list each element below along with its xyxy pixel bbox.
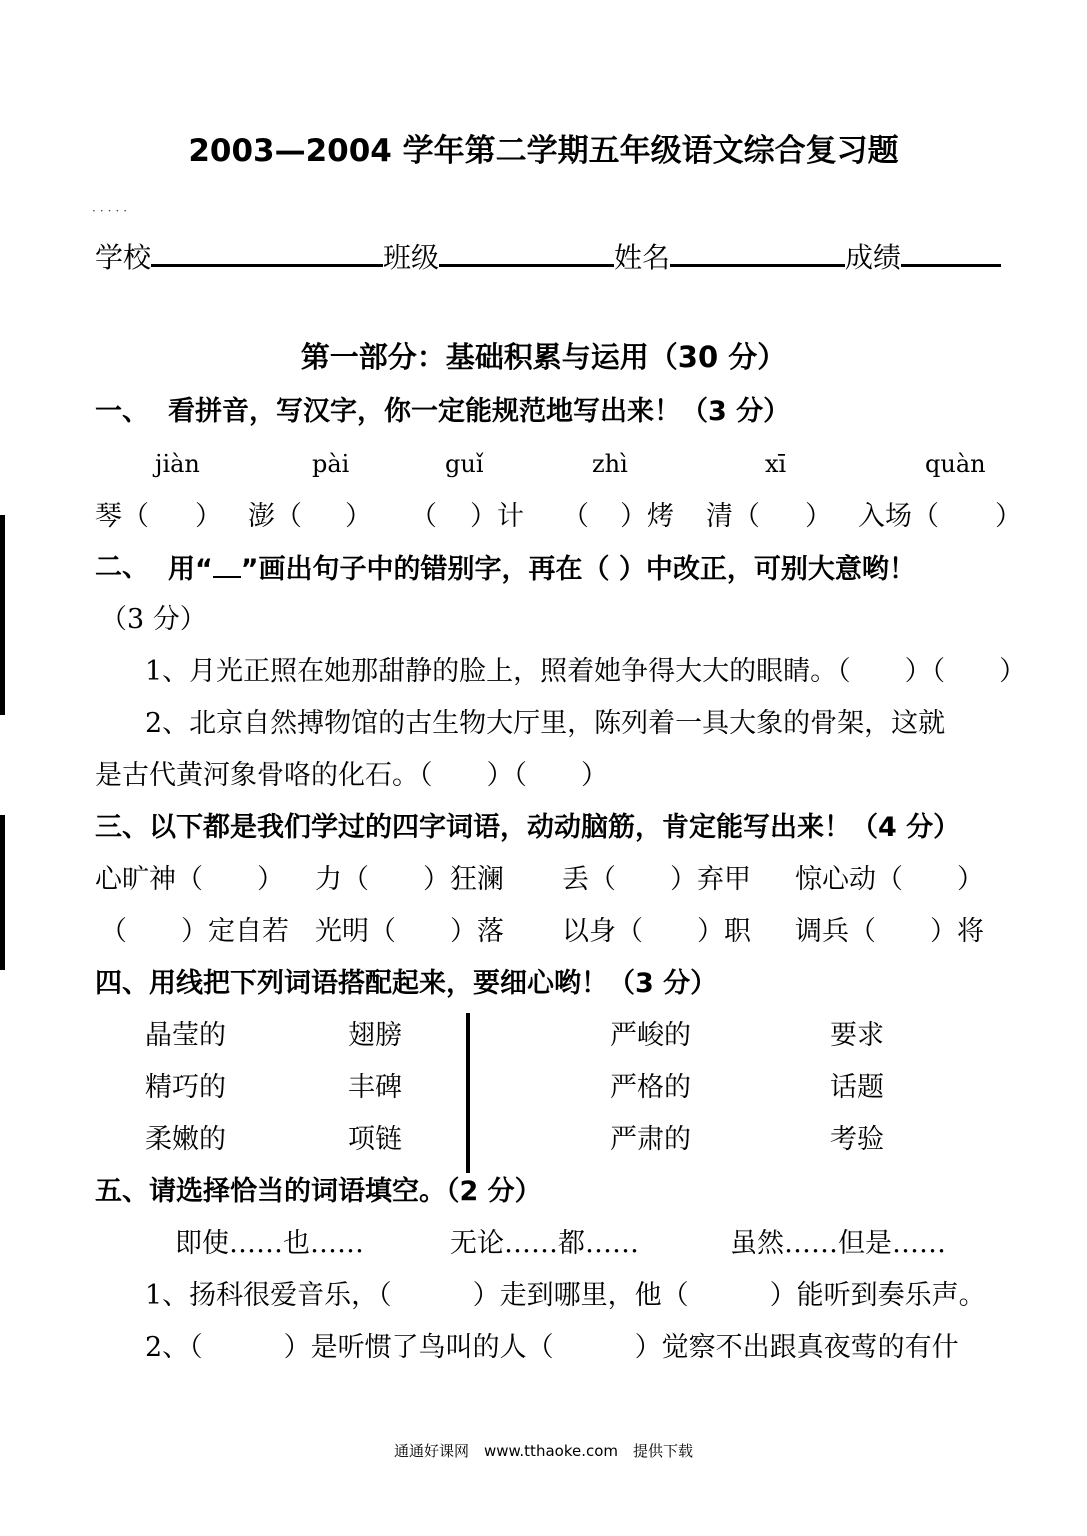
match-right-a-1: 严峻的: [610, 1020, 691, 1051]
q1-word-3: （: [410, 501, 437, 532]
q1-word-4b: ）烤: [620, 501, 674, 532]
page-title: 2003—2004 学年第二学期五年级语文综合复习题: [188, 133, 899, 169]
match-right-b-2: 话题: [830, 1072, 884, 1103]
field-class-blank[interactable]: [439, 240, 614, 267]
field-score-label: 成绩: [845, 241, 902, 274]
pinyin-2: pài: [312, 450, 350, 478]
q2-text-b: ”画出句子中的错别字，再在（ ）中改正，可别大意哟！: [240, 554, 916, 585]
q1-word-6: 入场（: [858, 501, 939, 532]
q1-word-4: （: [562, 501, 589, 532]
field-class-label: 班级: [383, 241, 440, 274]
match-left-a-2: 精巧的: [145, 1072, 226, 1103]
idiom-5: （ ）定自若: [100, 916, 289, 947]
pinyin-1: jiàn: [155, 450, 200, 478]
field-school-blank[interactable]: [151, 240, 383, 267]
q4-text: 四、用线把下列词语搭配起来，要细心哟！（3 分）: [95, 968, 718, 999]
margin-line-top: [0, 515, 5, 715]
q2-text: [168, 554, 916, 583]
q1-word-2: 澎（: [248, 501, 302, 532]
match-left-b-2: 丰碑: [348, 1072, 402, 1103]
q3-text: 三、以下都是我们学过的四字词语，动动脑筋，肯定能写出来！（4 分）: [95, 812, 961, 843]
q2-sentence-1: 1、月光正照在她那甜静的脸上，照着她争得大大的眼睛。（ ）（ ）: [145, 656, 1027, 687]
q2-text-a: 用“: [168, 554, 213, 585]
field-school-label: 学校: [95, 241, 152, 274]
idiom-1: 心旷神（ ）: [95, 864, 284, 895]
match-right-b-3: 考验: [830, 1124, 884, 1155]
match-right-a-2: 严格的: [610, 1072, 691, 1103]
pinyin-5: xī: [765, 450, 787, 478]
margin-line-bottom: [0, 815, 5, 970]
decorative-dots: ·····: [92, 204, 132, 218]
q1-word-1b: ）: [195, 501, 222, 532]
match-left-a-1: 晶莹的: [145, 1020, 226, 1051]
q1-word-5: 清（: [706, 501, 760, 532]
q5-option-3: 虽然……但是……: [730, 1228, 946, 1259]
idiom-3: 丢（ ）弃甲: [562, 864, 751, 895]
q2-score: （3 分）: [100, 604, 207, 635]
pinyin-4: zhì: [592, 450, 628, 478]
idiom-2: 力（ ）狂澜: [315, 864, 504, 895]
q1-text: 看拼音，写汉字，你一定能规范地写出来！（3 分）: [168, 396, 791, 427]
match-left-b-3: 项链: [348, 1124, 402, 1155]
q1-word-2b: ）: [345, 501, 372, 532]
match-right-a-3: 严肃的: [610, 1124, 691, 1155]
match-divider: [466, 1013, 470, 1173]
field-name-blank[interactable]: [670, 240, 845, 267]
idiom-7: 以身（ ）职: [562, 916, 751, 947]
q1-label: 一、: [95, 396, 149, 427]
q1-word-3b: ）计: [470, 501, 524, 532]
pinyin-6: quàn: [925, 450, 986, 478]
idiom-4: 惊心动（ ）: [795, 864, 984, 895]
q2-sentence-2b: 是古代黄河象骨咯的化石。（ ）（ ）: [95, 760, 608, 791]
idiom-8: 调兵（ ）将: [795, 916, 984, 947]
info-fields: [95, 240, 1001, 272]
field-score-blank[interactable]: [901, 240, 1001, 267]
q5-text: 五、请选择恰当的词语填空。（2 分）: [95, 1176, 542, 1207]
q5-sentence-1: 1、扬科很爱音乐，（ ）走到哪里，他（ ）能听到奏乐声。: [145, 1280, 986, 1311]
q2-label: 二、: [95, 552, 149, 583]
q1-word-6b: ）: [995, 501, 1022, 532]
idiom-6: 光明（ ）落: [315, 916, 504, 947]
match-right-b-1: 要求: [830, 1020, 884, 1051]
pinyin-3: guǐ: [445, 450, 484, 478]
match-left-a-3: 柔嫩的: [145, 1124, 226, 1155]
q5-option-2: 无论……都……: [450, 1228, 639, 1259]
q1-word-5b: ）: [805, 501, 832, 532]
match-left-b-1: 翅膀: [348, 1020, 402, 1051]
footer-source: 通通好课网 www.tthaoke.com 提供下载: [393, 1442, 694, 1460]
field-name-label: 姓名: [614, 241, 671, 274]
underline-sample: [213, 554, 241, 578]
q1-word-1: 琴（: [95, 501, 149, 532]
q2-sentence-2a: 2、北京自然搏物馆的古生物大厅里，陈列着一具大象的骨架，这就: [145, 708, 946, 739]
q5-option-1: 即使……也……: [175, 1228, 364, 1259]
section-title: 第一部分：基础积累与运用（30 分）: [300, 340, 787, 374]
q5-sentence-2: 2、（ ）是听惯了鸟叫的人（ ）觉察不出跟真夜莺的有什: [145, 1332, 959, 1363]
